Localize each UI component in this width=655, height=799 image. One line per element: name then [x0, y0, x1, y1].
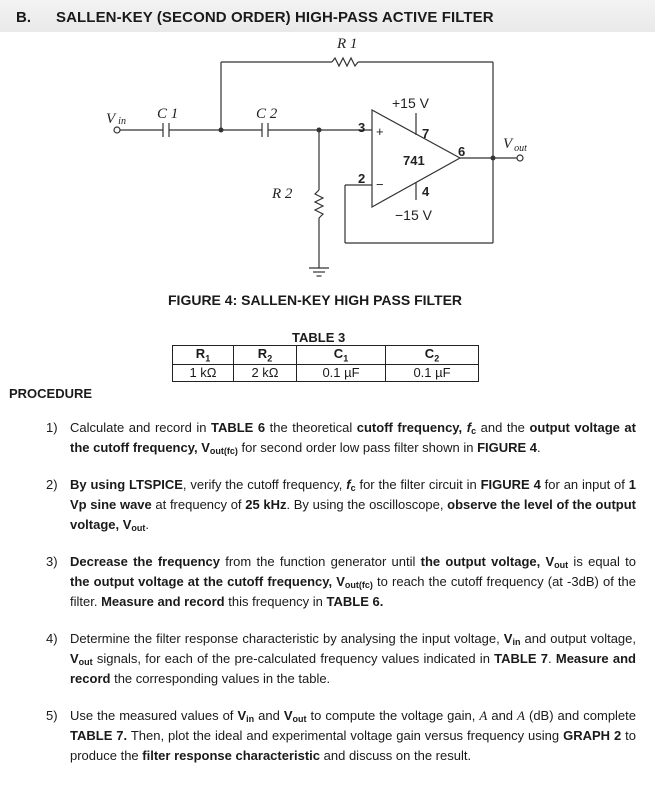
vneg-label: −15 V: [395, 207, 432, 223]
table3-header-c1: $C_1$: [297, 346, 386, 365]
table3-header-row: [173, 346, 479, 365]
vin-label: Vin: [106, 111, 126, 127]
procedure-step-5: [48, 706, 636, 766]
step-number: 3): [46, 554, 58, 569]
table3-cell: 2 kΩ: [234, 364, 297, 381]
step-number: 1): [46, 420, 58, 435]
c1-label: C 1: [157, 106, 179, 122]
figure-caption: FIGURE 4: SALLEN-KEY HIGH PASS FILTER: [168, 292, 463, 308]
c2-label: C 2: [256, 106, 278, 122]
step-text: Decrease the frequency from the function generator until the output voltage, $V_{out}$ is equal to the output voltage at the cutoff frequency, $V_{out(fc)}$ to reach the cutoff frequency (at -3dB) of the filter. Measure and record this frequency in TABLE 6.: [70, 554, 636, 609]
junction-dot: [219, 128, 224, 133]
procedure-step-2: [48, 475, 636, 535]
r2-label: R 2: [272, 186, 293, 202]
vout-terminal: [517, 155, 523, 161]
table3-header-r2: $R_2$: [234, 346, 297, 365]
step-text: Use the measured values of $V_{in}$ and $V_{out}$ to compute the voltage gain, A and A (dB) and complete TABLE 7. Then, plot the ideal and experimental voltage gain versus frequency using GRAPH 2 to produce the filter response characteristic and discuss on the result.: [70, 708, 637, 763]
table3-header-c2: $C_2$: [386, 346, 479, 365]
step-text: Calculate and record in TABLE 6 the theoretical cutoff frequency, $f_c$ and the output voltage at the cutoff frequency, $V_{out(fc)}$ for second order low pass filter shown in FIGURE 4.: [70, 420, 636, 456]
table3-cell: 1 kΩ: [173, 364, 234, 381]
procedure-step-4: [48, 629, 636, 689]
table3-cell: 0.1 µF: [297, 364, 386, 381]
procedure-heading: PROCEDURE: [9, 386, 93, 401]
pin3-label: 3: [358, 120, 366, 135]
procedure-steps: [48, 418, 636, 766]
pin6-label: 6: [458, 144, 466, 159]
circuit-diagram: [0, 28, 655, 290]
table3-header-r1: $R_1$: [173, 346, 234, 365]
table3-title: TABLE 3: [292, 330, 346, 345]
pin4-label: 4: [422, 184, 430, 199]
junction-dot: [491, 156, 496, 161]
table3-value-row: [173, 364, 479, 381]
r1-resistor: [332, 58, 358, 66]
table3-cell: 0.1 µF: [386, 364, 479, 381]
vpos-label: +15 V: [392, 95, 429, 111]
r2-resistor: [315, 190, 323, 218]
section-title: SALLEN-KEY (SECOND ORDER) HIGH-PASS ACTIVE FILTER: [56, 9, 494, 26]
step-text: By using LTSPICE, verify the cutoff frequency, $f_c$ for the filter circuit in FIGURE 4 for an input of 1 Vp sine wave at frequency of 25 kHz. By using the oscilloscope, observe the level of the output voltage, $V_{out}$.: [70, 477, 636, 533]
procedure-step-3: [48, 552, 636, 612]
minus-input-label: −: [376, 177, 384, 192]
step-number: 4): [46, 631, 58, 646]
section-number: B.: [16, 9, 31, 26]
opamp-label: 741: [403, 153, 425, 168]
r1-label: R 1: [337, 36, 358, 52]
junction-dot: [317, 128, 322, 133]
table3: [172, 345, 479, 382]
step-text: Determine the filter response characteristic by analysing the input voltage, $V_{in}$ and output voltage, $V_{out}$ signals, for each of the pre-calculated frequency values indicated in TABLE 7. Measure and record the corresponding values in the table.: [70, 631, 636, 686]
step-number: 5): [46, 708, 58, 723]
pin7-label: 7: [422, 126, 430, 141]
plus-input-label: +: [376, 124, 384, 139]
vout-label: V $_{out}$: [503, 136, 527, 154]
procedure-step-1: [48, 418, 636, 458]
pin2-label: 2: [358, 171, 366, 186]
vin-terminal: [114, 127, 120, 133]
step-number: 2): [46, 477, 58, 492]
